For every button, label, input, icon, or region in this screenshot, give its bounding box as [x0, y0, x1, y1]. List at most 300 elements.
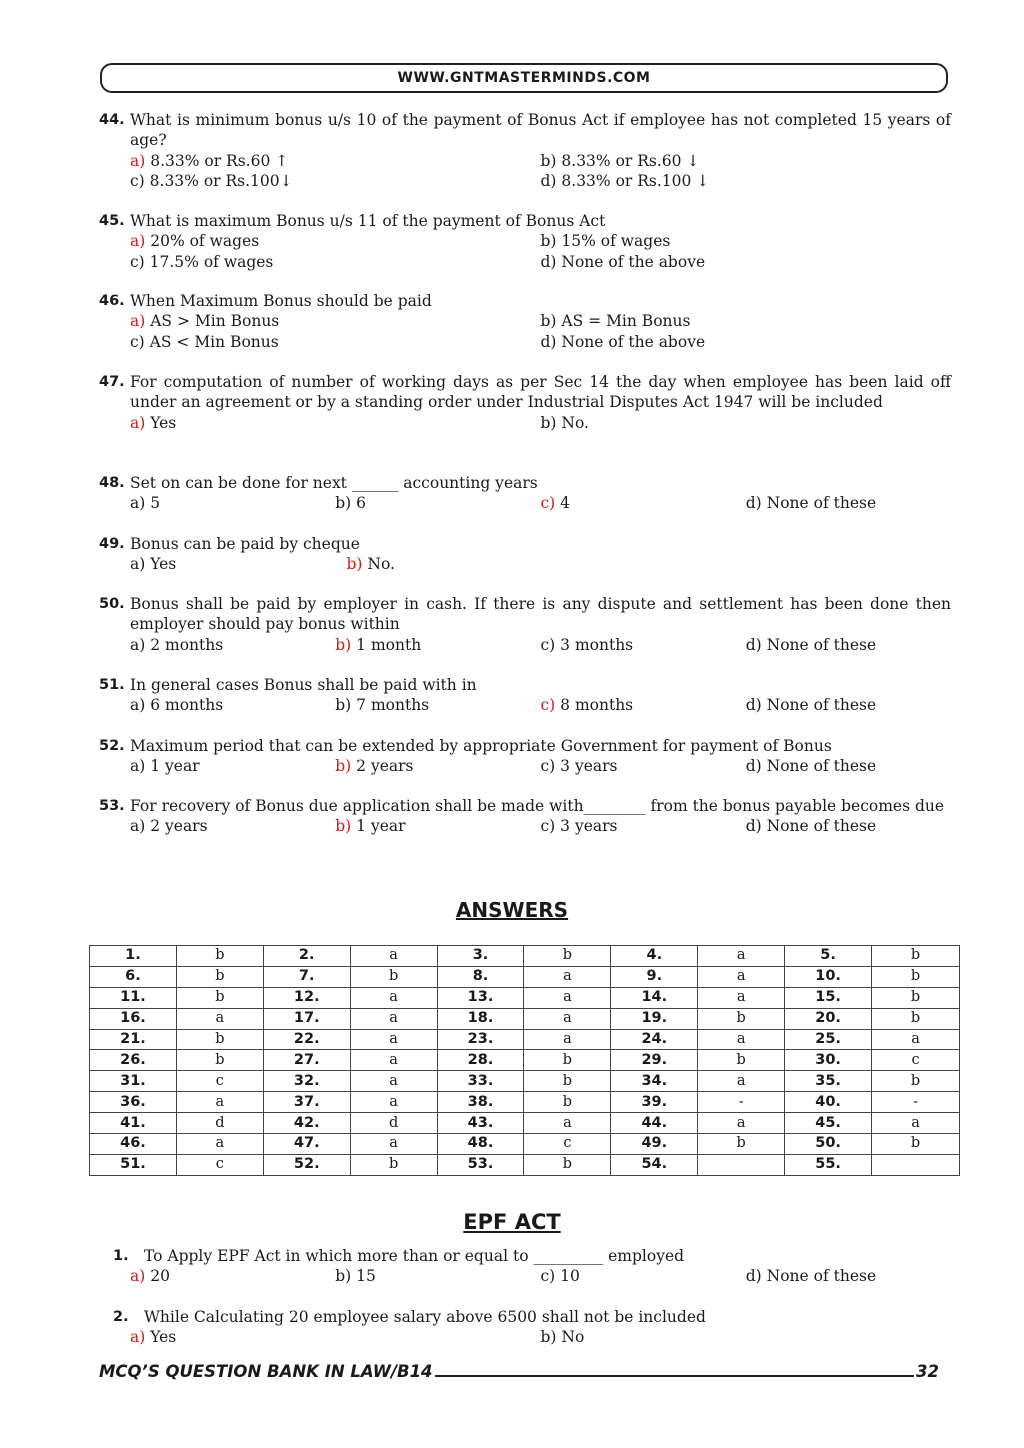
question-number: 2. — [113, 1309, 129, 1325]
answer-letter: b — [872, 987, 960, 1008]
answer-letter: b — [872, 966, 960, 987]
correct-option-letter: a) — [130, 232, 146, 251]
answer-letter: a — [176, 1092, 263, 1113]
option-text: 6 months — [145, 696, 224, 715]
option-letter: c) — [540, 1267, 556, 1286]
option-text: 2 years — [351, 757, 414, 776]
question-stem — [99, 675, 951, 695]
answer-option — [130, 311, 541, 331]
answer-option — [541, 816, 746, 836]
answer-question-number: 49. — [611, 1134, 698, 1155]
answer-question-number: 33. — [437, 1071, 524, 1092]
question-item — [99, 110, 951, 191]
answers-row — [90, 1008, 960, 1029]
answer-option — [335, 635, 540, 655]
answer-option — [541, 332, 952, 352]
question-text: When Maximum Bonus should be paid — [130, 292, 432, 310]
option-text: 6 — [351, 494, 367, 513]
option-text: Yes — [145, 413, 177, 432]
answer-question-number: 26. — [90, 1050, 177, 1071]
answer-letter: b — [872, 946, 960, 967]
correct-option-letter: b) — [346, 555, 363, 574]
answer-question-number: 48. — [437, 1134, 524, 1155]
answers-row — [90, 1092, 960, 1113]
answer-question-number: 37. — [263, 1092, 350, 1113]
question-item — [99, 291, 951, 352]
answer-option — [335, 1266, 540, 1286]
option-text: AS > Min Bonus — [145, 312, 280, 331]
answer-question-number: 35. — [785, 1071, 872, 1092]
option-letter: a) — [130, 696, 146, 715]
correct-option-letter: c) — [540, 696, 556, 715]
option-text: Yes — [145, 1328, 177, 1347]
answer-letter: a — [176, 1008, 263, 1029]
option-letter: d) — [540, 332, 557, 351]
answer-question-number: 19. — [611, 1008, 698, 1029]
answer-option — [130, 493, 335, 513]
answer-option — [130, 635, 335, 655]
answer-question-number: 28. — [437, 1050, 524, 1071]
answer-letter — [872, 1154, 960, 1175]
question-number: 45. — [99, 213, 125, 229]
question-text: Bonus can be paid by cheque — [130, 535, 360, 553]
option-text: 5 — [145, 494, 161, 513]
option-letter: b) — [335, 1267, 352, 1286]
question-stem — [99, 594, 951, 635]
answer-option — [335, 695, 540, 715]
option-text: None of these — [761, 494, 877, 513]
answer-question-number: 23. — [437, 1029, 524, 1050]
answer-question-number: 36. — [90, 1092, 177, 1113]
answer-question-number: 32. — [263, 1071, 350, 1092]
answer-question-number: 9. — [611, 966, 698, 987]
answer-option — [130, 695, 335, 715]
answer-question-number: 53. — [437, 1154, 524, 1175]
option-text: No — [556, 1328, 585, 1347]
question-stem — [99, 796, 951, 816]
answer-option — [130, 332, 541, 352]
answer-question-number: 31. — [90, 1071, 177, 1092]
question-item — [99, 675, 951, 716]
answers-row — [90, 1050, 960, 1071]
options-row — [99, 332, 951, 352]
answer-question-number: 52. — [263, 1154, 350, 1175]
option-letter: b) — [540, 1328, 557, 1347]
answer-letter: c — [176, 1154, 263, 1175]
option-text: 20 — [145, 1267, 170, 1286]
answer-letter: b — [176, 946, 263, 967]
option-text: 8 months — [555, 696, 634, 715]
answer-letter: b — [698, 1008, 785, 1029]
answer-option — [541, 311, 952, 331]
option-text: 2 months — [145, 635, 224, 654]
question-stem — [99, 736, 951, 756]
question-number: 51. — [99, 677, 125, 693]
options-row — [113, 1266, 951, 1286]
option-text: 4 — [555, 494, 571, 513]
option-letter: c) — [540, 757, 556, 776]
page-footer — [99, 1362, 939, 1381]
option-text: 3 years — [555, 817, 618, 836]
option-text: 8.33% or Rs.100 ↓ — [556, 171, 710, 190]
question-number: 50. — [99, 596, 125, 612]
question-text: What is minimum bonus u/s 10 of the payment of Bonus Act if employee has not completed 15 years of age? — [130, 111, 951, 150]
answer-option — [130, 413, 541, 433]
correct-option-letter: a) — [130, 413, 146, 432]
answer-letter: a — [524, 1029, 611, 1050]
option-text: 1 year — [351, 817, 406, 836]
question-text: To Apply EPF Act in which more than or equal to _________ employed — [144, 1247, 685, 1265]
question-item — [99, 211, 951, 272]
question-text: Set on can be done for next ______ accounting years — [130, 474, 538, 492]
answer-question-number: 27. — [263, 1050, 350, 1071]
answer-letter: a — [350, 1008, 437, 1029]
answers-title: ANSWERS — [455, 898, 569, 922]
answers-row — [90, 946, 960, 967]
answer-option — [130, 756, 335, 776]
answer-option — [541, 493, 746, 513]
answer-letter: a — [176, 1134, 263, 1155]
answer-option — [541, 635, 746, 655]
answers-row — [90, 987, 960, 1008]
answer-letter: c — [872, 1050, 960, 1071]
answer-letter: b — [524, 1154, 611, 1175]
answer-question-number: 4. — [611, 946, 698, 967]
site-header-banner — [100, 63, 948, 93]
question-stem — [99, 211, 951, 231]
answer-question-number: 24. — [611, 1029, 698, 1050]
answer-question-number: 1. — [90, 946, 177, 967]
answer-letter: a — [698, 1071, 785, 1092]
option-text: None of these — [761, 1267, 877, 1286]
question-text: In general cases Bonus shall be paid with in — [130, 676, 477, 694]
answer-letter: a — [350, 1050, 437, 1071]
answer-option — [541, 231, 952, 251]
question-item — [99, 594, 951, 655]
answer-letter: b — [176, 1050, 263, 1071]
answer-option — [335, 816, 540, 836]
option-text: 20% of wages — [145, 232, 260, 251]
question-stem — [99, 291, 951, 311]
answers-row — [90, 1134, 960, 1155]
answer-option — [130, 1266, 335, 1286]
option-text: No. — [362, 555, 395, 574]
correct-option-letter: a) — [130, 1267, 146, 1286]
answer-question-number: 11. — [90, 987, 177, 1008]
answer-letter: b — [524, 946, 611, 967]
option-letter: b) — [335, 696, 352, 715]
option-text: None of these — [761, 757, 877, 776]
option-text: 8.33% or Rs.60 ↓ — [556, 151, 700, 170]
answer-letter: a — [350, 1092, 437, 1113]
answer-question-number: 47. — [263, 1134, 350, 1155]
option-text: 2 years — [145, 817, 208, 836]
answer-letter: b — [872, 1071, 960, 1092]
options-row — [99, 635, 951, 655]
answer-letter: a — [698, 946, 785, 967]
answers-row — [90, 966, 960, 987]
answers-row — [90, 1154, 960, 1175]
options-row — [99, 695, 951, 715]
option-letter: a) — [130, 817, 146, 836]
page-number: 32 — [916, 1362, 939, 1381]
question-item — [99, 372, 951, 433]
question-item — [99, 736, 951, 777]
option-text: AS < Min Bonus — [144, 332, 279, 351]
answer-option — [335, 493, 540, 513]
answer-question-number: 13. — [437, 987, 524, 1008]
answer-letter: b — [176, 966, 263, 987]
answer-question-number: 2. — [263, 946, 350, 967]
answer-option — [746, 816, 951, 836]
option-letter: c) — [540, 817, 556, 836]
answer-option — [541, 252, 952, 272]
answer-option — [130, 1327, 541, 1347]
option-text: No. — [556, 413, 589, 432]
option-text: 8.33% or Rs.60 ↑ — [145, 151, 289, 170]
answer-option — [130, 816, 335, 836]
answer-question-number: 38. — [437, 1092, 524, 1113]
option-text: 7 months — [351, 696, 430, 715]
answer-option — [541, 171, 952, 191]
option-text: 15% of wages — [556, 232, 671, 251]
answer-letter: a — [698, 1029, 785, 1050]
answer-question-number: 30. — [785, 1050, 872, 1071]
answer-letter: a — [698, 1113, 785, 1134]
answers-table — [89, 945, 960, 1176]
option-text: Yes — [145, 555, 177, 574]
question-text: Bonus shall be paid by employer in cash. If there is any dispute and settlement has been done then employer should pay bonus within — [130, 595, 951, 634]
option-text: None of the above — [556, 332, 706, 351]
answer-option — [541, 1327, 952, 1347]
option-text: 1 month — [351, 635, 422, 654]
option-text: None of these — [761, 635, 877, 654]
answer-question-number: 41. — [90, 1113, 177, 1134]
option-text: 3 months — [555, 635, 634, 654]
option-letter: d) — [540, 171, 557, 190]
question-text: While Calculating 20 employee salary above 6500 shall not be included — [144, 1308, 706, 1326]
answer-option — [130, 151, 541, 171]
option-letter: d) — [745, 635, 762, 654]
answer-question-number: 8. — [437, 966, 524, 987]
answer-letter: a — [872, 1029, 960, 1050]
options-row — [99, 252, 951, 272]
question-stem — [99, 110, 951, 151]
option-text: None of the above — [556, 252, 706, 271]
option-text: 1 year — [145, 757, 200, 776]
answer-letter: b — [698, 1050, 785, 1071]
answer-question-number: 22. — [263, 1029, 350, 1050]
answer-option — [746, 695, 951, 715]
option-letter: d) — [745, 696, 762, 715]
answer-letter: b — [872, 1008, 960, 1029]
answer-question-number: 51. — [90, 1154, 177, 1175]
question-stem — [99, 534, 951, 554]
answer-letter: d — [176, 1113, 263, 1134]
answer-question-number: 3. — [437, 946, 524, 967]
option-letter: c) — [130, 252, 145, 271]
options-row — [99, 756, 951, 776]
answers-row — [90, 1071, 960, 1092]
option-text: 8.33% or Rs.100↓ — [144, 171, 293, 190]
option-letter: d) — [540, 252, 557, 271]
question-item — [99, 473, 951, 514]
option-letter: c) — [130, 332, 145, 351]
option-letter: b) — [540, 312, 557, 331]
option-letter: c) — [540, 635, 556, 654]
answer-option — [130, 252, 541, 272]
options-row — [99, 413, 951, 433]
correct-option-letter: b) — [335, 635, 352, 654]
question-stem — [99, 372, 951, 413]
option-letter: b) — [540, 413, 557, 432]
footer-rule — [435, 1362, 915, 1377]
options-row — [113, 1327, 951, 1347]
answer-question-number: 34. — [611, 1071, 698, 1092]
options-row — [99, 816, 951, 836]
question-item — [113, 1246, 951, 1287]
question-number: 52. — [99, 738, 125, 754]
answer-letter: a — [350, 1134, 437, 1155]
question-item — [99, 534, 951, 575]
question-text: Maximum period that can be extended by appropriate Government for payment of Bonus — [130, 737, 832, 755]
option-letter: d) — [745, 494, 762, 513]
correct-option-letter: c) — [540, 494, 556, 513]
answer-question-number: 21. — [90, 1029, 177, 1050]
option-letter: d) — [745, 817, 762, 836]
answers-row — [90, 1029, 960, 1050]
option-letter: a) — [130, 555, 146, 574]
answer-letter: c — [176, 1071, 263, 1092]
correct-option-letter: a) — [130, 1328, 146, 1347]
option-letter: b) — [540, 151, 557, 170]
answer-question-number: 6. — [90, 966, 177, 987]
answer-letter: b — [524, 1050, 611, 1071]
answer-letter: d — [350, 1113, 437, 1134]
option-text: None of these — [761, 696, 877, 715]
question-text: What is maximum Bonus u/s 11 of the payment of Bonus Act — [130, 212, 606, 230]
answer-letter: b — [524, 1071, 611, 1092]
answer-option — [746, 1266, 951, 1286]
site-url: WWW.GNTMASTERMINDS.COM — [397, 70, 651, 86]
answer-question-number: 43. — [437, 1113, 524, 1134]
answer-letter: - — [698, 1092, 785, 1113]
answer-option — [130, 231, 541, 251]
question-number: 44. — [99, 112, 125, 128]
answer-letter: b — [176, 1029, 263, 1050]
options-row — [99, 493, 951, 513]
answer-question-number: 40. — [785, 1092, 872, 1113]
correct-option-letter: b) — [335, 817, 352, 836]
question-number: 49. — [99, 536, 125, 552]
answer-question-number: 55. — [785, 1154, 872, 1175]
answer-letter: b — [176, 987, 263, 1008]
options-row — [99, 311, 951, 331]
answer-letter: b — [350, 1154, 437, 1175]
option-letter: a) — [130, 494, 146, 513]
question-stem — [113, 1307, 951, 1327]
option-text: 15 — [351, 1267, 376, 1286]
correct-option-letter: b) — [335, 757, 352, 776]
option-letter: a) — [130, 635, 146, 654]
question-number: 48. — [99, 475, 125, 491]
answer-letter: a — [350, 946, 437, 967]
answer-question-number: 15. — [785, 987, 872, 1008]
answer-question-number: 16. — [90, 1008, 177, 1029]
question-item — [113, 1307, 951, 1348]
answer-question-number: 18. — [437, 1008, 524, 1029]
answer-letter: a — [350, 1029, 437, 1050]
answer-letter: b — [524, 1092, 611, 1113]
option-text: None of these — [761, 817, 877, 836]
options-row — [99, 231, 951, 251]
answer-question-number: 54. — [611, 1154, 698, 1175]
answer-letter: b — [350, 966, 437, 987]
answer-letter: a — [524, 1008, 611, 1029]
answer-letter — [698, 1154, 785, 1175]
option-letter: b) — [540, 232, 557, 251]
answer-question-number: 14. — [611, 987, 698, 1008]
answer-option — [746, 756, 951, 776]
answer-letter: a — [524, 966, 611, 987]
answer-option — [541, 695, 746, 715]
option-text: 3 years — [555, 757, 618, 776]
answer-letter: b — [872, 1134, 960, 1155]
answer-option — [541, 1266, 746, 1286]
question-number: 46. — [99, 293, 125, 309]
question-number: 47. — [99, 374, 125, 390]
option-letter: c) — [130, 171, 145, 190]
question-number: 1. — [113, 1248, 129, 1264]
answer-letter: a — [698, 966, 785, 987]
option-letter: a) — [130, 757, 146, 776]
answer-option — [347, 554, 564, 574]
answer-question-number: 42. — [263, 1113, 350, 1134]
answer-option — [541, 151, 952, 171]
answer-letter: a — [698, 987, 785, 1008]
question-text: For computation of number of working days as per Sec 14 the day when employee has been laid off under an agreement or by a standing order under Industrial Disputes Act 1947 will be included — [130, 373, 951, 412]
answer-option — [541, 756, 746, 776]
answer-option — [130, 171, 541, 191]
question-text: For recovery of Bonus due application shall be made with________ from the bonus payable becomes due — [130, 797, 945, 815]
correct-option-letter: a) — [130, 312, 146, 331]
answer-question-number: 50. — [785, 1134, 872, 1155]
answer-letter: a — [872, 1113, 960, 1134]
answer-option — [746, 493, 951, 513]
answer-question-number: 12. — [263, 987, 350, 1008]
option-letter: d) — [745, 1267, 762, 1286]
question-item — [99, 796, 951, 837]
question-number: 53. — [99, 798, 125, 814]
option-text: AS = Min Bonus — [556, 312, 691, 331]
answer-question-number: 29. — [611, 1050, 698, 1071]
answer-letter: - — [872, 1092, 960, 1113]
option-text: 17.5% of wages — [144, 252, 274, 271]
answer-question-number: 39. — [611, 1092, 698, 1113]
answer-question-number: 20. — [785, 1008, 872, 1029]
question-stem — [113, 1246, 951, 1266]
option-letter: b) — [335, 494, 352, 513]
answer-letter: a — [350, 1071, 437, 1092]
options-row — [99, 554, 951, 574]
answer-question-number: 5. — [785, 946, 872, 967]
option-text: 10 — [555, 1267, 580, 1286]
answer-letter: a — [350, 987, 437, 1008]
answer-option — [746, 635, 951, 655]
option-letter: d) — [745, 757, 762, 776]
answer-question-number: 25. — [785, 1029, 872, 1050]
answer-option — [130, 554, 347, 574]
